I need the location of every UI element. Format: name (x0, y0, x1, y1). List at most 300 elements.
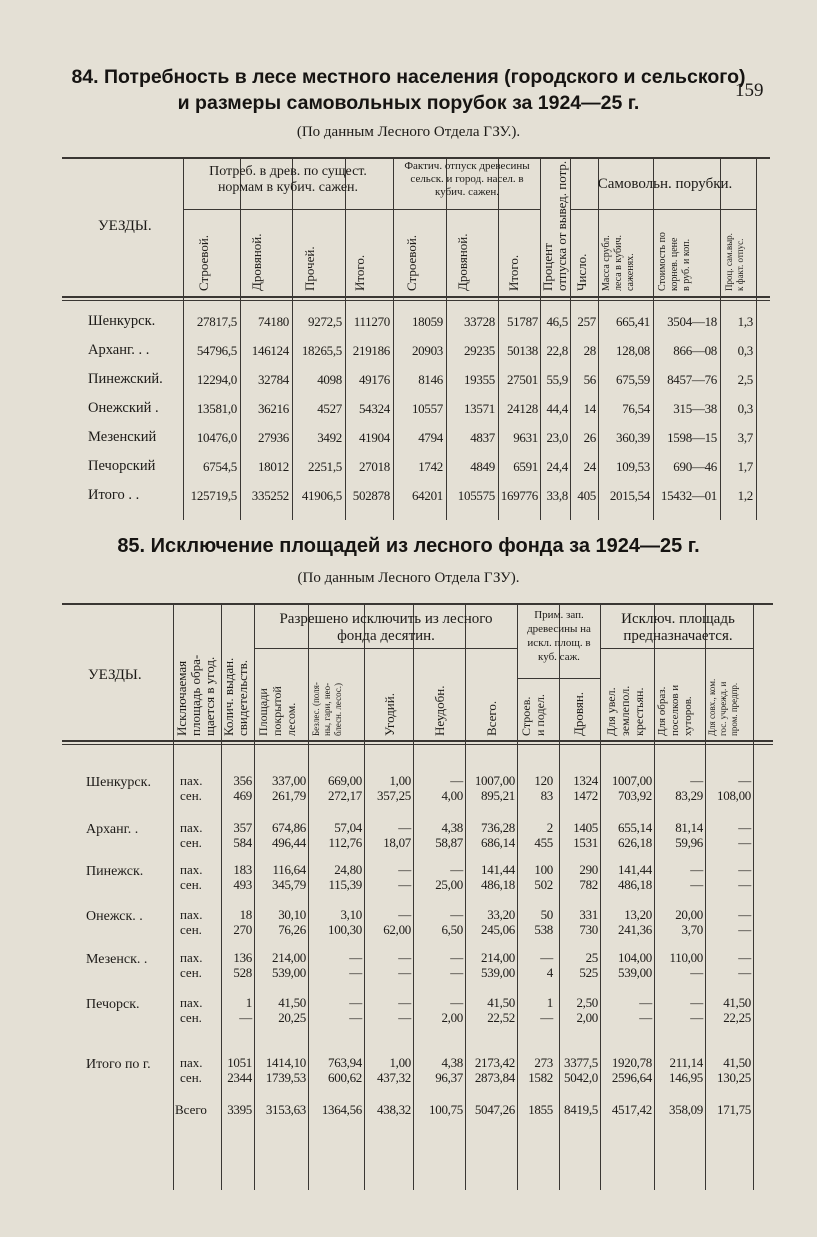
table85-cell: 211,14 (669, 1055, 703, 1070)
table85-cell: 13,20 (624, 907, 652, 922)
table85-cell: 20,00 (675, 907, 703, 922)
table84-cell: 18265,5 (301, 343, 342, 358)
table85-cell: 245,06 (481, 922, 515, 937)
table85-kind-sen: сен. (180, 877, 202, 892)
table85-cell: 100,30 (328, 922, 362, 937)
table85-group-rule (600, 648, 753, 649)
table85-cell: 112,76 (328, 835, 362, 850)
table85-col-header: Дровян. (571, 691, 586, 736)
table85-cell: — (398, 995, 411, 1010)
table85-cell: 120 (534, 773, 553, 788)
table85-cell: 50 (540, 907, 553, 922)
table85-cell: — (398, 820, 411, 835)
table85-cell: 141,44 (618, 862, 652, 877)
table84-cell: 4849 (470, 459, 495, 474)
table85-cell: 584 (233, 835, 252, 850)
table84-cell: 8146 (418, 372, 443, 387)
table85-cell: 241,36 (618, 922, 652, 937)
table85-col-header: Для образ. поселков и хуторов. (656, 684, 694, 736)
table84-col-header: Число. (574, 253, 589, 291)
table85-row-label: Пинежск. (86, 864, 144, 879)
table85-cell: 41,50 (723, 995, 751, 1010)
table85-cell: 214,00 (272, 950, 306, 965)
table85-col-certs-header: Колич. выдан. свидетельств. (221, 657, 250, 736)
table85-cell: 1 (245, 995, 252, 1010)
table85-cell: 2873,84 (474, 1070, 515, 1085)
table84-cell: 33,8 (546, 488, 568, 503)
table85-col-header: Угодий. (382, 693, 397, 736)
table85-cell: 33,20 (487, 907, 515, 922)
table84-row-label: Арханг. . . (88, 342, 150, 358)
table84-cell: 257 (577, 314, 596, 329)
table85-cell: 356 (233, 773, 252, 788)
table84-col-header: Прочей. (302, 246, 317, 291)
table84-group1-header: Потреб. в древ. по сущест. нормам в кубич. сажен. (209, 164, 367, 195)
table85-cell: 4 (546, 965, 553, 980)
table85-kind-sen: сен. (180, 1070, 202, 1085)
table84-cell: 1,2 (737, 488, 753, 503)
table84-cell: 49176 (358, 372, 390, 387)
table85-cell: 136 (233, 950, 252, 965)
table85-cell: 58,87 (435, 835, 463, 850)
table85-cell: 62,00 (383, 922, 411, 937)
table85-cell: 6,50 (441, 922, 463, 937)
table84-cell: 76,54 (622, 401, 650, 416)
table85-cell: — (738, 773, 751, 788)
table84-cell: 19355 (463, 372, 495, 387)
table85-stub-header: УЕЗДЫ. (88, 667, 142, 683)
table84-cell: 1,3 (737, 314, 753, 329)
table84-cell: 13581,0 (196, 401, 237, 416)
table84-cell: 41904 (358, 430, 390, 445)
table85-source: (По данным Лесного Отдела ГЗУ). (297, 570, 520, 586)
table84-cell: 51787 (506, 314, 538, 329)
table84-row-label: Итого . . (88, 487, 140, 503)
table84-cell: 18059 (411, 314, 443, 329)
table84-cell: 690—46 (673, 459, 717, 474)
table85-cell: 5042,0 (564, 1070, 598, 1085)
table85-cell: 703,92 (618, 788, 652, 803)
table84-cell: 4794 (418, 430, 443, 445)
table85-cell: 763,94 (328, 1055, 362, 1070)
table85-cell: 3377,5 (564, 1055, 598, 1070)
table85-cell: 1,00 (389, 1055, 411, 1070)
table84-cell: 46,5 (546, 314, 568, 329)
table84-percent-header: Процент отпуска от вывед. потр. (540, 160, 569, 291)
table84-cell: 4527 (317, 401, 342, 416)
table85-cell: 1739,53 (265, 1070, 306, 1085)
table85-cell: — (398, 877, 411, 892)
table85-cell: 2596,64 (611, 1070, 652, 1085)
table85-total-label: Всего (175, 1102, 207, 1117)
table85-cell: 115,39 (328, 877, 362, 892)
table85-kind-pax: пах. (180, 907, 203, 922)
table85-title: 85. Исключение площадей из лесного фонда за 1924—25 г. (117, 535, 700, 557)
table85-cell: 57,04 (334, 820, 362, 835)
table85-cell: 3,10 (340, 907, 362, 922)
table85-cell: — (398, 907, 411, 922)
table85-cell: — (540, 1010, 553, 1025)
table84-cell: 27501 (506, 372, 538, 387)
table84-row-label: Онежский . (88, 400, 159, 416)
table85-cell: 4,38 (441, 820, 463, 835)
table85-row-label: Итого по г. (86, 1057, 151, 1072)
table85-cell: — (349, 995, 362, 1010)
table85-cell: 83,29 (675, 788, 703, 803)
table84-group3-header: Самовольн. порубки. (597, 176, 733, 192)
table85-top-rule (62, 603, 773, 605)
table85-cell: 539,00 (481, 965, 515, 980)
table85-cell: 2,50 (576, 995, 598, 1010)
table85-cell: 525 (579, 965, 598, 980)
table85-cell: — (690, 773, 703, 788)
table85-cell: — (738, 862, 751, 877)
table84-cell: 74180 (257, 314, 289, 329)
table85-cell: 290 (579, 862, 598, 877)
table85-col-area-header: Исключаемая площадь обра- щается в угод. (174, 654, 217, 736)
table85-cell: — (450, 862, 463, 877)
table84-header-rule-2 (62, 300, 770, 301)
table85-cell: 22,52 (487, 1010, 515, 1025)
table85-cell: 4517,42 (611, 1102, 652, 1117)
table85-cell: 736,28 (481, 820, 515, 835)
table85-cell: 18,07 (383, 835, 411, 850)
table85-cell: 261,79 (272, 788, 306, 803)
table85-cell: 357 (233, 820, 252, 835)
table84-cell: 2015,54 (609, 488, 650, 503)
table85-cell: 357,25 (377, 788, 411, 803)
table84-row-label: Печорский (88, 458, 156, 474)
table85-cell: — (690, 965, 703, 980)
table85-kind-pax: пах. (180, 995, 203, 1010)
table85-cell: 539,00 (272, 965, 306, 980)
table85-col-header: Всего. (484, 700, 499, 736)
table85-cell: — (349, 1010, 362, 1025)
table85-kind-pax: пах. (180, 862, 203, 877)
table85-cell: — (450, 965, 463, 980)
table85-cell: 146,95 (669, 1070, 703, 1085)
table84-col-header: Проц. сам.выр. к факт. отпус. (724, 233, 745, 291)
table85-kind-sen: сен. (180, 965, 202, 980)
table84-title-line2: и размеры самовольных порубок за 1924—25 г. (177, 92, 640, 114)
table85-row-label: Арханг. . (86, 822, 139, 837)
table84-row-label: Мезенский (88, 429, 157, 445)
table84-cell: 13571 (463, 401, 495, 416)
table85-cell: 24,80 (334, 862, 362, 877)
table85-cell: 3395 (227, 1102, 252, 1117)
table84-cell: 41906,5 (301, 488, 342, 503)
table85-row-label: Мезенск. . (86, 952, 148, 967)
table85-cell: 1414,10 (265, 1055, 306, 1070)
table85-cell: 1007,00 (611, 773, 652, 788)
table85-cell: 1855 (528, 1102, 553, 1117)
table84-cell: 675,59 (616, 372, 650, 387)
table85-cell: 273 (534, 1055, 553, 1070)
table85-cell: 455 (534, 835, 553, 850)
table85-cell: 18 (239, 907, 252, 922)
table85-cell: — (738, 820, 751, 835)
table85-cell: 669,00 (328, 773, 362, 788)
table84-cell: 2251,5 (308, 459, 342, 474)
table85-cell: — (639, 995, 652, 1010)
page-number: 159 (735, 80, 764, 101)
table84-group-rule (183, 209, 393, 210)
table84-cell: 10557 (411, 401, 443, 416)
table84-cell: 125719,5 (190, 488, 237, 503)
table85-column-rule (753, 603, 754, 1190)
table85-cell: 345,79 (272, 877, 306, 892)
table85-cell: 171,75 (717, 1102, 751, 1117)
table85-cell: — (639, 1010, 652, 1025)
table85-cell: 539,00 (618, 965, 652, 980)
table85-cell: — (398, 862, 411, 877)
table85-cell: 1051 (227, 1055, 252, 1070)
table85-cell: 2,00 (441, 1010, 463, 1025)
table84-group-rule (570, 209, 756, 210)
table85-kind-sen: сен. (180, 1010, 202, 1025)
table85-cell: 655,14 (618, 820, 652, 835)
table85-cell: — (398, 1010, 411, 1025)
table85-cell: 25 (585, 950, 598, 965)
table85-cell: — (540, 950, 553, 965)
table85-cell: — (738, 877, 751, 892)
table84-cell: 36216 (257, 401, 289, 416)
table85-kind-sen: сен. (180, 788, 202, 803)
table84-source: (По данным Лесного Отдела ГЗУ.). (296, 124, 521, 140)
table85-cell: 1,00 (389, 773, 411, 788)
table84-cell: 4098 (317, 372, 342, 387)
table85-cell: 337,00 (272, 773, 306, 788)
table85-cell: 1405 (573, 820, 598, 835)
table85-cell: 496,44 (272, 835, 306, 850)
table85-cell: 1582 (528, 1070, 553, 1085)
table85-cell: — (738, 950, 751, 965)
table85-cell: — (450, 950, 463, 965)
table84-col-header: Дровяной. (455, 233, 470, 291)
table84-col-header: Строевой. (196, 234, 211, 291)
table84-cell: 27018 (358, 459, 390, 474)
table85-cell: 81,14 (675, 820, 703, 835)
table84-group-rule (393, 209, 540, 210)
table84-cell: 28 (583, 343, 596, 358)
table85-cell: — (738, 907, 751, 922)
table85-cell: 3,70 (681, 922, 703, 937)
table85-cell: 272,17 (328, 788, 362, 803)
table85-cell: 674,86 (272, 820, 306, 835)
table84-cell: 169776 (500, 488, 538, 503)
table84-cell: 405 (577, 488, 596, 503)
table85-cell: — (450, 773, 463, 788)
table85-cell: 438,32 (377, 1102, 411, 1117)
table85-cell: 469 (233, 788, 252, 803)
table84-cell: 3492 (317, 430, 342, 445)
table85-cell: 1472 (573, 788, 598, 803)
table84-col-header: Итого. (352, 254, 367, 291)
table84-cell: 128,08 (616, 343, 650, 358)
table85-row-label: Шенкурск. (86, 775, 151, 790)
table84-cell: 111270 (353, 314, 390, 329)
table85-cell: 1324 (573, 773, 598, 788)
table84-cell: 1742 (418, 459, 443, 474)
table85-cell: 1364,56 (321, 1102, 362, 1117)
table84-cell: 6591 (513, 459, 538, 474)
table85-cell: — (450, 995, 463, 1010)
table85-cell: — (738, 835, 751, 850)
table85-cell: 270 (233, 922, 252, 937)
table84-cell: 50138 (506, 343, 538, 358)
table84-cell: 9272,5 (308, 314, 342, 329)
table84-cell: 665,41 (616, 314, 650, 329)
table85-col-header: Строев. и подел. (519, 694, 547, 736)
table85-cell: 1 (546, 995, 553, 1010)
table84-cell: 54324 (358, 401, 390, 416)
table85-cell: 2 (546, 820, 553, 835)
table84-cell: 54796,5 (196, 343, 237, 358)
table85-cell: 5047,26 (474, 1102, 515, 1117)
table85-cell: 600,62 (328, 1070, 362, 1085)
table84-stub-header: УЕЗДЫ. (98, 218, 152, 234)
table85-cell: 486,18 (481, 877, 515, 892)
table85-cell: — (690, 995, 703, 1010)
table84-cell: 22,8 (546, 343, 568, 358)
table85-cell: — (690, 1010, 703, 1025)
table85-kind-pax: пах. (180, 950, 203, 965)
table85-cell: 331 (579, 907, 598, 922)
table85-kind-pax: пах. (180, 820, 203, 835)
table85-cell: 528 (233, 965, 252, 980)
table85-cell: 2,00 (576, 1010, 598, 1025)
table85-cell: 30,10 (278, 907, 306, 922)
table84-cell: 33728 (463, 314, 495, 329)
table85-cell: 626,18 (618, 835, 652, 850)
table85-cell: 730 (579, 922, 598, 937)
table85-cell: 437,32 (377, 1070, 411, 1085)
table84-cell: 219186 (352, 343, 390, 358)
table85-cell: — (738, 965, 751, 980)
table85-group-rule (254, 648, 517, 649)
table84-cell: 315—38 (673, 401, 717, 416)
table85-cell: 100 (534, 862, 553, 877)
table85-group3-header: Исключ. площадь предназначается. (621, 611, 735, 644)
table85-cell: 20,25 (278, 1010, 306, 1025)
table85-group1-header: Разрешено исключить из лесного фонда десятин. (279, 611, 493, 644)
table84-row-label: Пинежский. (88, 371, 163, 387)
table85-col-header: Для совх., ком. гос. учрежд. и пром. предпр. (707, 678, 739, 736)
table85-cell: — (349, 950, 362, 965)
table85-cell: 22,25 (723, 1010, 751, 1025)
table85-kind-pax: пах. (180, 773, 203, 788)
table84-cell: 56 (583, 372, 596, 387)
table84-cell: 502878 (352, 488, 390, 503)
table85-col-header: Площади покрытой лесом. (256, 686, 298, 736)
table84-cell: 27817,5 (196, 314, 237, 329)
table85-cell: 493 (233, 877, 252, 892)
table85-cell: 3153,63 (265, 1102, 306, 1117)
table84-cell: 24 (583, 459, 596, 474)
table85-cell: 486,18 (618, 877, 652, 892)
table85-cell: 4,38 (441, 1055, 463, 1070)
table85-cell: 214,00 (481, 950, 515, 965)
table84-cell: 27936 (257, 430, 289, 445)
table85-cell: 76,26 (278, 922, 306, 937)
table85-cell: 141,44 (481, 862, 515, 877)
table84-cell: 24,4 (546, 459, 568, 474)
table84-cell: 44,4 (546, 401, 568, 416)
table84-top-rule (62, 157, 770, 159)
table84-col-header: Стоимость по корнев. цене в руб. и коп. (657, 232, 692, 291)
table84-cell: 9631 (513, 430, 538, 445)
table85-cell: 59,96 (675, 835, 703, 850)
table85-cell: 2173,42 (474, 1055, 515, 1070)
table84-group2-header: Фактич. отпуск древесины сельск. и город. насел. в кубич. сажен. (404, 160, 530, 198)
table84-col-header: Итого. (506, 254, 521, 291)
table84-cell: 26 (583, 430, 596, 445)
table85-cell: 83 (540, 788, 553, 803)
table85-cell: — (738, 922, 751, 937)
table85-kind-sen: сен. (180, 922, 202, 937)
table84-cell: 360,39 (616, 430, 650, 445)
table85-cell: 96,37 (435, 1070, 463, 1085)
table85-col-header: Безлес. (поля- ны, гари, нео- блесн. лесос.) (311, 682, 343, 736)
table85-cell: — (690, 877, 703, 892)
table84-cell: 0,3 (737, 343, 753, 358)
table84-cell: 109,53 (616, 459, 650, 474)
table84-cell: 146124 (251, 343, 289, 358)
table85-cell: 686,14 (481, 835, 515, 850)
table85-cell: — (349, 965, 362, 980)
table84-cell: 18012 (257, 459, 289, 474)
table84-cell: 4837 (470, 430, 495, 445)
table85-cell: — (398, 950, 411, 965)
table84-cell: 3504—18 (667, 314, 717, 329)
table84-cell: 32784 (257, 372, 289, 387)
table84-col-header: Масса срубл. леса в кубич. саженях. (601, 235, 636, 291)
table85-cell: 41,50 (278, 995, 306, 1010)
table84-cell: 3,7 (737, 430, 753, 445)
table85-cell: 104,00 (618, 950, 652, 965)
table85-cell: 130,25 (717, 1070, 751, 1085)
table85-cell: 895,21 (481, 788, 515, 803)
table85-cell: 502 (534, 877, 553, 892)
table84-col-header: Дровяной. (249, 233, 264, 291)
table84-cell: 29235 (463, 343, 495, 358)
table84-cell: 23,0 (546, 430, 568, 445)
table84-title-line1: 84. Потребность в лесе местного населения (городского и сельского) (71, 66, 746, 88)
table84-cell: 1598—15 (667, 430, 717, 445)
table84-cell: 6754,5 (203, 459, 237, 474)
table85-header-rule-2 (62, 744, 773, 745)
table85-cell: 358,09 (669, 1102, 703, 1117)
table85-kind-pax: пах. (180, 1055, 203, 1070)
table84-cell: 20903 (411, 343, 443, 358)
table85-cell: 110,00 (669, 950, 703, 965)
table85-cell: 538 (534, 922, 553, 937)
table85-cell: 1920,78 (611, 1055, 652, 1070)
table85-row-label: Печорск. (86, 997, 140, 1012)
table84-cell: 14 (583, 401, 596, 416)
table85-cell: 1007,00 (474, 773, 515, 788)
table84-cell: 10476,0 (196, 430, 237, 445)
table85-cell: 41,50 (723, 1055, 751, 1070)
table85-kind-sen: сен. (180, 835, 202, 850)
table84-cell: 8457—76 (667, 372, 717, 387)
table85-cell: — (450, 907, 463, 922)
table84-col-header: Строевой. (404, 234, 419, 291)
table85-cell: 41,50 (487, 995, 515, 1010)
table85-cell: 8419,5 (564, 1102, 598, 1117)
table85-cell: 183 (233, 862, 252, 877)
table85-cell: 108,00 (717, 788, 751, 803)
